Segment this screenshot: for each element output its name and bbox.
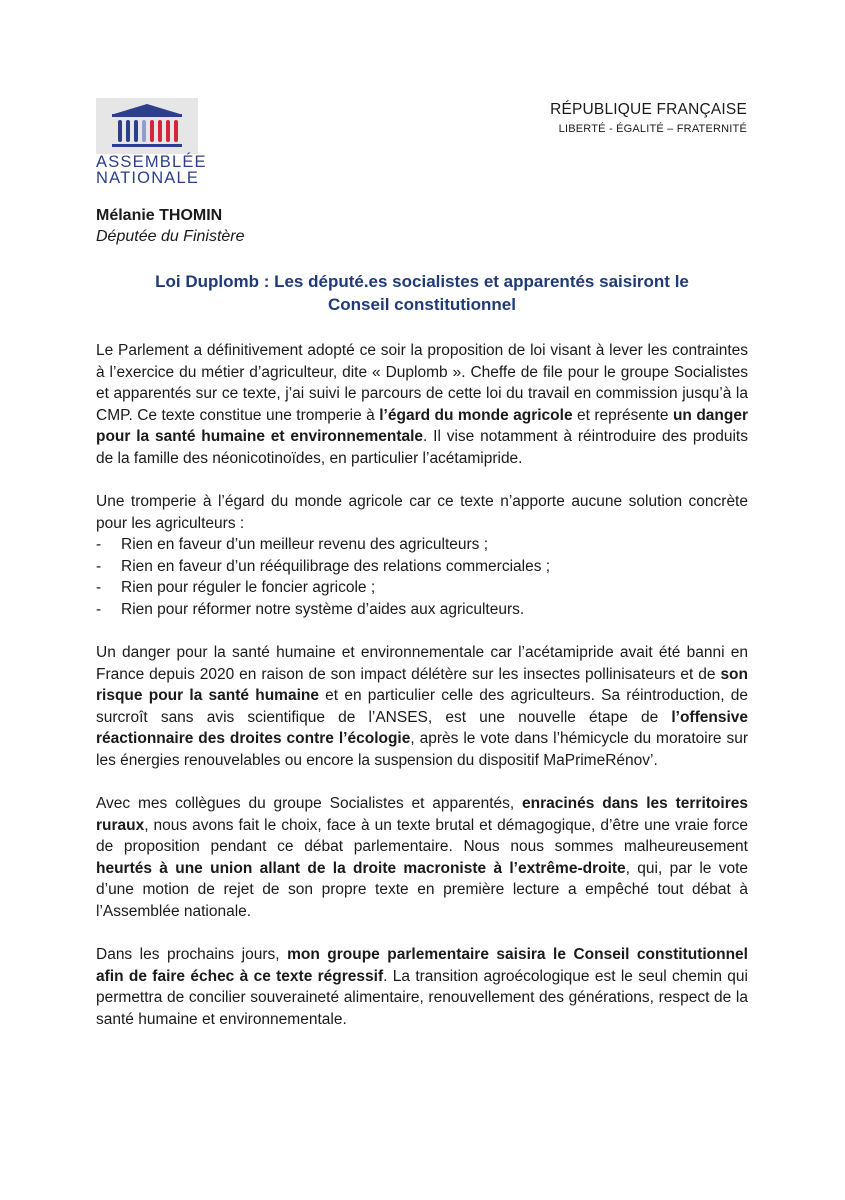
republic-motto: LIBERTÉ - ÉGALITÉ – FRATERNITÉ — [558, 123, 747, 135]
list-item — [96, 534, 748, 556]
dash-bullet: - — [96, 600, 102, 618]
p4-text-3: , qui, par le vote d’une motion de rejet de son propre texte en première lecture a empêché tout débat à l’Assemblée nationale. — [96, 859, 748, 920]
p4-bold-1: enracinés dans les territoires ruraux — [96, 795, 748, 834]
p3-bold-2: l’offensive réactionnaire des droites contre l’écologie — [96, 708, 748, 747]
press-release-body — [96, 340, 748, 1052]
p3-text-3: , après le vote dans l’hémicycle du moratoire sur les énergies renouvelables ou encore la suspension du dispositif MaPrimeRénov’. — [96, 730, 748, 769]
dash-bullet: - — [96, 557, 102, 575]
p5-text-1: Dans les prochains jours, — [96, 946, 288, 963]
p5-text-2: . La transition agroécologique est le seul chemin qui permettra de concilier souveraineté alimentaire, renouvellement des générations, respect de la santé humaine et environnementale. — [96, 967, 748, 1028]
list-item — [96, 599, 748, 621]
page-title — [96, 270, 748, 316]
author-name: Mélanie THOMIN — [96, 207, 223, 224]
title-line-1: Loi Duplomb : Les député.es socialistes et apparentés saisiront le — [155, 272, 689, 291]
p1-bold-1: l’égard du monde agricole — [379, 406, 573, 424]
paragraph-1 — [96, 340, 748, 469]
author-role: Députée du Finistère — [96, 228, 245, 245]
author-block — [96, 207, 245, 246]
republic-title: RÉPUBLIQUE FRANÇAISE — [550, 101, 747, 118]
p1-text-3: . Il vise notamment à réintroduire des produits de la famille des néonicotinoïdes, en particulier l’acétamipride. — [96, 428, 748, 467]
paragraph-2-intro: Une tromperie à l’égard du monde agricole car ce texte n’apporte aucune solution concrète pour les agriculteurs : — [96, 493, 748, 532]
p3-text-1: Un danger pour la santé humaine et environnementale car l’acétamipride avait été banni en France depuis 2020 en raison de son impact délétère sur les insectes pollinisateurs et de — [96, 644, 748, 683]
p5-bold-1: mon groupe parlementaire saisira le Conseil constitutionnel afin de faire échec à ce texte régressif — [96, 946, 748, 985]
list-item — [96, 577, 748, 599]
p1-bold-2: un danger pour la santé humaine et environnementale — [96, 406, 748, 445]
missing-solutions-list — [96, 534, 748, 620]
republic-header — [550, 101, 747, 135]
list-item — [96, 556, 748, 578]
list-item-text: Rien en faveur d’un rééquilibrage des relations commerciales ; — [121, 557, 551, 575]
list-item-text: Rien pour réguler le foncier agricole ; — [121, 579, 376, 596]
list-item-text: Rien en faveur d’un meilleur revenu des agriculteurs ; — [121, 536, 489, 553]
list-item-text: Rien pour réformer notre système d’aides aux agriculteurs. — [121, 600, 525, 618]
p1-text-1: Le Parlement a définitivement adopté ce soir la proposition de loi visant à lever les contraintes à l’exercice du métier d’agriculteur, dite « Duplomb ». Cheffe de file pour le groupe Socialistes et apparentés sur ce texte, j’ai suivi le parcours de cette loi du travail en commission jusqu’à la CMP. Ce texte constitue une tromperie à — [96, 342, 748, 424]
paragraph-4 — [96, 793, 748, 922]
hemicycle-icon — [96, 98, 198, 154]
p3-text-2: et en particulier celle des agriculteurs. Sa réintroduction, de surcroît sans avis scientifique de l’ANSES, est une nouvelle étape de — [96, 687, 748, 726]
dash-bullet: - — [96, 579, 102, 596]
p1-text-2: et représente — [572, 406, 673, 424]
logo-line-1: ASSEMBLÉE — [96, 153, 207, 171]
p4-bold-2: heurtés à une union allant de la droite macroniste à l’extrême-droite — [96, 859, 626, 877]
paragraph-5 — [96, 944, 748, 1030]
title-line-2: Conseil constitutionnel — [328, 295, 516, 314]
p3-bold-1: son risque pour la santé humaine — [96, 665, 748, 704]
paragraph-3 — [96, 642, 748, 771]
dash-bullet: - — [96, 536, 102, 553]
p4-text-1: Avec mes collègues du groupe Socialistes et apparentés, — [96, 795, 523, 812]
logo-line-2: NATIONALE — [96, 169, 200, 187]
p4-text-2: , nous avons fait le choix, face à un texte brutal et démagogique, d’être une vraie force de proposition pendant ce débat parlementaire. Nous nous sommes malheureusement — [96, 816, 748, 855]
logo-text — [96, 153, 207, 187]
